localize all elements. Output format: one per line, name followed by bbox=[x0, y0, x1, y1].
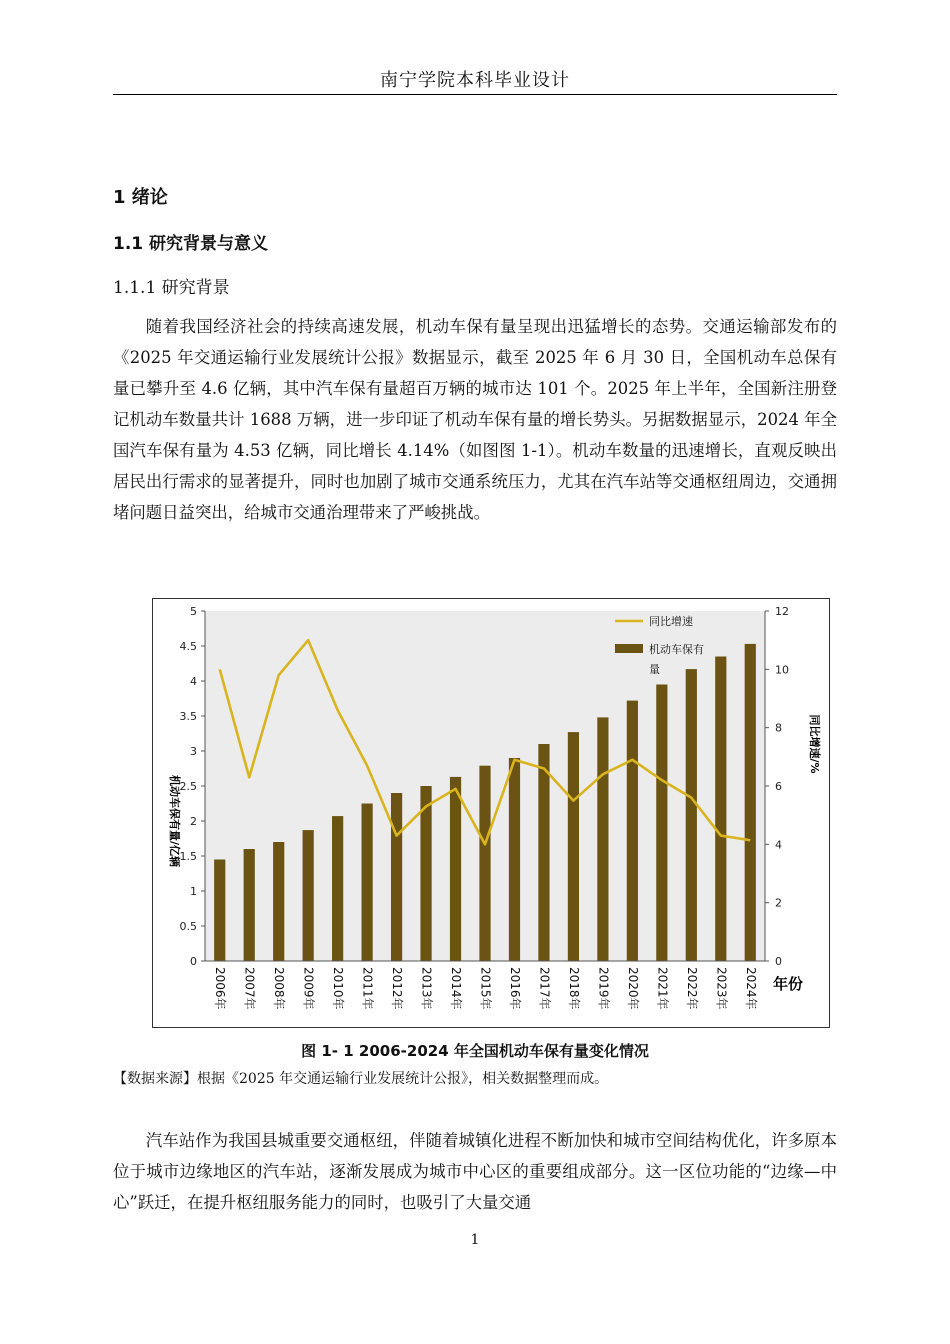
x-tick-label: 2018年 bbox=[566, 967, 581, 1010]
page-number: 1 bbox=[470, 1232, 480, 1248]
bar-2014年 bbox=[450, 777, 461, 961]
paragraph-2-block bbox=[113, 1125, 837, 1218]
y-tick-label-left: 5 bbox=[190, 605, 197, 618]
x-tick-label: 2013年 bbox=[419, 967, 434, 1010]
x-tick-label: 2020年 bbox=[625, 967, 640, 1010]
y-tick-label-left: 4.5 bbox=[179, 640, 197, 653]
x-tick-label: 2024年 bbox=[743, 967, 758, 1010]
y-tick-label-left: 4 bbox=[190, 675, 197, 688]
y-tick-label-right: 6 bbox=[775, 780, 782, 793]
bar-2016年 bbox=[509, 758, 520, 961]
chart-svg bbox=[153, 599, 829, 1027]
bar-2019年 bbox=[597, 717, 608, 961]
x-tick-label: 2017年 bbox=[537, 967, 552, 1010]
subsection-heading: 1.1.1 研究背景 bbox=[113, 278, 230, 298]
x-tick-label: 2016年 bbox=[507, 967, 522, 1010]
bar-2007年 bbox=[244, 849, 255, 961]
x-tick-label: 2019年 bbox=[596, 967, 611, 1010]
y-axis-label-right: 同比增速/% bbox=[808, 714, 821, 774]
y-tick-label-left: 3 bbox=[190, 745, 197, 758]
figure-caption: 图 1- 1 2006-2024 年全国机动车保有量变化情况 bbox=[301, 1042, 649, 1060]
legend-swatch-vehicles bbox=[615, 644, 643, 653]
paragraph-1: 随着我国经济社会的持续高速发展，机动车保有量呈现出迅猛增长的态势。交通运输部发布的《2025 年交通运输行业发展统计公报》数据显示，截至 2025 年 6 月 30 日，全国机动车总保有量已攀升至 4.6 亿辆，其中汽车保有量超百万辆的城市达 101 个。2025 年上半年，全国新注册登记机动车数量共计 1688 万辆，进一步印证了机动车保有量的增长势头。另据数据显示，2024 年全国汽车保有量为 4.53 亿辆，同比增长 4.14%（如图图 1-1）。机动车数量的迅速增长，直观反映出居民出行需求的显著提升，同时也加剧了城市交通系统压力，尤其在汽车站等交通枢纽周边，交通拥堵问题日益突出，给城市交通治理带来了严峻挑战。 bbox=[113, 317, 837, 522]
bar-2020年 bbox=[627, 701, 638, 961]
legend-label-growth: 同比增速 bbox=[649, 615, 693, 628]
y-axis-label-left: 机动车保有量/亿辆 bbox=[168, 774, 181, 868]
header-title: 南宁学院本科毕业设计 bbox=[380, 70, 570, 91]
header-rule bbox=[113, 94, 837, 95]
x-tick-label: 2021年 bbox=[655, 967, 670, 1010]
bar-2022年 bbox=[686, 669, 697, 961]
bar-2009年 bbox=[303, 830, 314, 961]
legend-label-vehicles-wrap: 量 bbox=[649, 663, 660, 676]
bar-2011年 bbox=[362, 804, 373, 962]
x-tick-label: 2009年 bbox=[301, 967, 316, 1010]
y-tick-label-left: 1 bbox=[190, 885, 197, 898]
y-tick-label-right: 12 bbox=[775, 605, 789, 618]
x-tick-label: 2010年 bbox=[331, 967, 346, 1010]
x-tick-label: 2007年 bbox=[242, 967, 257, 1010]
y-tick-label-right: 4 bbox=[775, 838, 782, 852]
bar-2013年 bbox=[420, 786, 431, 961]
bar-2018年 bbox=[568, 732, 579, 961]
bar-2017年 bbox=[538, 744, 549, 961]
bar-2008年 bbox=[273, 842, 284, 961]
x-tick-label: 2011年 bbox=[360, 967, 375, 1010]
bar-2021年 bbox=[656, 685, 667, 962]
bar-2015年 bbox=[479, 766, 490, 961]
x-axis-label: 年份 bbox=[773, 975, 804, 993]
x-tick-label: 2023年 bbox=[714, 967, 729, 1010]
x-tick-label: 2012年 bbox=[390, 967, 405, 1010]
y-tick-label-right: 10 bbox=[775, 663, 789, 677]
x-tick-label: 2006年 bbox=[213, 967, 228, 1010]
y-tick-label-left: 2 bbox=[190, 815, 197, 828]
y-tick-label-right: 8 bbox=[775, 721, 782, 735]
bar-2006年 bbox=[214, 860, 225, 962]
y-tick-label-right: 0 bbox=[775, 955, 782, 968]
section-heading: 1.1 研究背景与意义 bbox=[113, 234, 269, 254]
y-tick-label-left: 2.5 bbox=[179, 780, 197, 793]
legend-label-vehicles: 机动车保有 bbox=[649, 643, 704, 656]
figure-chart bbox=[152, 598, 830, 1028]
paragraph-2: 汽车站作为我国县城重要交通枢纽，伴随着城镇化进程不断加快和城市空间结构优化，许多原本位于城市边缘地区的汽车站，逐渐发展成为城市中心区的重要组成部分。这一区位功能的“边缘—中心”跃迁，在提升枢纽服务能力的同时，也吸引了大量交通 bbox=[113, 1131, 837, 1212]
x-tick-label: 2014年 bbox=[449, 967, 464, 1010]
y-tick-label-left: 3.5 bbox=[179, 710, 197, 723]
x-tick-label: 2008年 bbox=[272, 967, 287, 1010]
x-tick-label: 2015年 bbox=[478, 967, 493, 1010]
y-tick-label-left: 0 bbox=[190, 955, 197, 968]
bar-2023年 bbox=[715, 657, 726, 962]
paragraph-1-block bbox=[113, 311, 837, 528]
y-tick-label-left: 1.5 bbox=[179, 850, 197, 863]
figure-source: 【数据来源】根据《2025 年交通运输行业发展统计公报》，相关数据整理而成。 bbox=[113, 1071, 609, 1087]
y-tick-label-left: 0.5 bbox=[179, 920, 197, 933]
x-tick-label: 2022年 bbox=[684, 967, 699, 1010]
bar-2010年 bbox=[332, 816, 343, 961]
chapter-heading: 1 绪论 bbox=[113, 187, 168, 208]
bar-2024年 bbox=[745, 644, 756, 961]
bar-2012年 bbox=[391, 793, 402, 961]
y-tick-label-right: 2 bbox=[775, 896, 782, 910]
